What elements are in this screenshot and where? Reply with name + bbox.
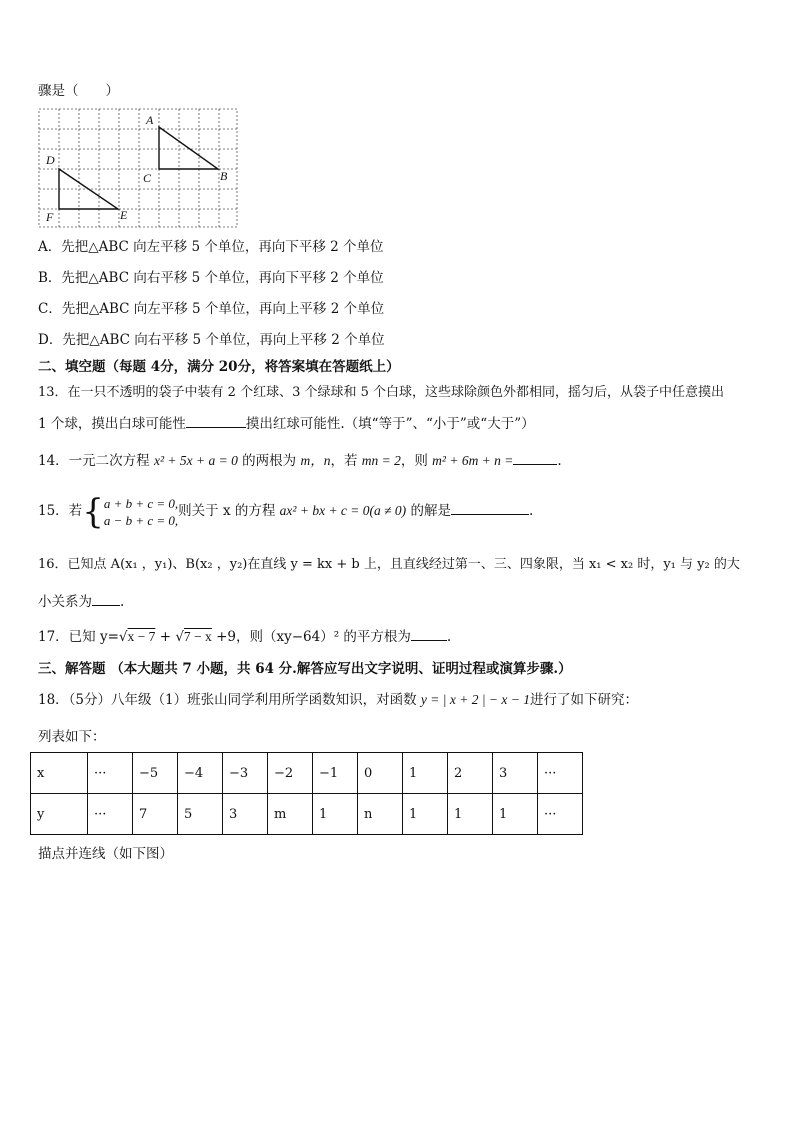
translation-grid-figure [38,108,240,230]
label-e: E [120,208,128,222]
table-cell: −5 [133,753,178,794]
q17-radicand-2: 7 − x [183,629,212,644]
table-cell: 5 [178,794,223,835]
q17-suffix: . [446,629,452,645]
table-cell: 3 [493,753,538,794]
table-cell: ··· [538,794,583,835]
question-12-tail: 骤是（ ） [38,83,119,99]
q15-text: 则关于 x 的方程 [178,503,280,519]
table-cell: n [358,794,403,835]
table-cell: 7 [133,794,178,835]
q15-equation-system: { a + b + c = 0, a − b + c = 0, [82,491,179,532]
table-cell: 3 [223,794,268,835]
question-16-line-2 [38,593,124,611]
table-cell: 1 [313,794,358,835]
option-a: A．先把△ABC 向左平移 5 个单位，再向下平移 2 个单位 [38,239,384,255]
table-cell: ··· [88,753,133,794]
q17-plus: + [155,629,176,645]
table-row-y [31,794,583,835]
question-14 [38,452,562,470]
q16-answer-blank[interactable] [92,593,120,606]
label-f: F [46,210,54,224]
q14-condition: mn = 2 [361,453,401,468]
value-table [30,752,583,835]
q18-function: y = | x + 2 | − x − 1 [420,692,530,707]
table-row-x [31,753,583,794]
question-13-line-2 [38,415,535,433]
option-b: B．先把△ABC 向右平移 5 个单位，再向下平移 2 个单位 [38,270,384,286]
q14-answer-blank[interactable] [513,452,557,465]
question-18 [38,691,638,709]
table-cell: m [268,794,313,835]
table-cell: 1 [448,794,493,835]
table-cell: ··· [538,753,583,794]
q17-prefix: 17．已知 y= [38,629,119,645]
list-label: 列表如下： [38,729,106,745]
q15-system-line-2: a − b + c = 0, [103,512,179,528]
q14-text-2: ，若 [330,453,362,469]
q17-answer-blank[interactable] [411,628,447,641]
q14-expression: m² + 6m + n = [432,453,514,468]
section-3-heading: 三、解答题 （本大题共 7 小题，共 64 分.解答应写出文字说明、证明过程或演算步骤.） [38,661,572,677]
q13-text-a: 1 个球，摸出白球可能性 [38,416,186,432]
table-cell: 1 [493,794,538,835]
table-cell: 1 [403,753,448,794]
question-16-line-1: 16．已知点 A(x₁ ，y₁)、B(x₂ ，y₂)在直线 y = kx + b 上，且直线经过第一、三、四象限，当 x₁ < x₂ 时，y₁ 与 y₂ 的大 [38,557,740,572]
question-15 [38,492,533,530]
section-2-heading: 二、填空题（每题 4分，满分 20分，将答案填在答题纸上） [38,359,400,375]
question-13-line-1: 13．在一只不透明的袋子中装有 2 个红球、3 个绿球和 5 个白球，这些球除颜色外都相同，摇匀后，从袋子中任意摸出 [38,385,725,400]
q14-text-1: 的两根为 [237,453,301,469]
q17-radicand-1: x − 7 [127,629,156,644]
table-cell: 0 [358,753,403,794]
table-cell: ··· [88,794,133,835]
table-cell: −1 [313,753,358,794]
plot-label: 描点并连线（如下图） [38,846,173,862]
table-cell: y [31,794,88,835]
table-cell: 1 [403,794,448,835]
q14-vars: m，n [300,453,331,468]
q14-equation: x² + 5x + a = 0 [153,453,238,468]
q14-suffix: . [557,453,562,469]
table-cell: −2 [268,753,313,794]
label-a: A [146,113,154,127]
triangle-abc [159,127,218,169]
q13-text-b: 摸出红球可能性.（填“等于”、“小于”或“大于”） [245,416,535,432]
question-17: 17．已知 y=√x − 7 + √7 − x +9，则（xy−64）² 的平方根为 . [38,629,452,645]
q14-prefix: 14．一元二次方程 [38,453,154,469]
q15-suffix: . [528,503,534,519]
label-c: C [143,171,152,185]
label-b: B [220,169,228,183]
table-cell: 2 [448,753,493,794]
q15-prefix: 15．若 [38,503,83,519]
q15-equation: ax² + bx + c = 0(a ≠ 0) [279,503,407,518]
option-d: D．先把△ABC 向右平移 5 个单位，再向上平移 2 个单位 [38,332,385,348]
q14-text-3: ，则 [400,453,433,469]
q15-answer-blank[interactable] [451,502,529,515]
q17-text: +9，则（xy−64）² 的平方根为 [211,629,411,645]
option-c: C．先把△ABC 向左平移 5 个单位，再向上平移 2 个单位 [38,301,385,317]
q15-tail: 的解是 [406,503,451,519]
q16-text: 小关系为 [38,594,92,610]
q18-text: 18．（5分）八年级（1）班张山同学利用所学函数知识，对函数 [38,692,421,708]
q18-tail: 进行了如下研究： [530,692,638,708]
label-d: D [46,153,55,167]
table-cell: −3 [223,753,268,794]
q16-suffix: . [120,594,125,610]
table-cell: x [31,753,88,794]
q13-answer-blank[interactable] [186,415,246,428]
q15-system-line-1: a + b + c = 0, [103,495,179,511]
table-cell: −4 [178,753,223,794]
